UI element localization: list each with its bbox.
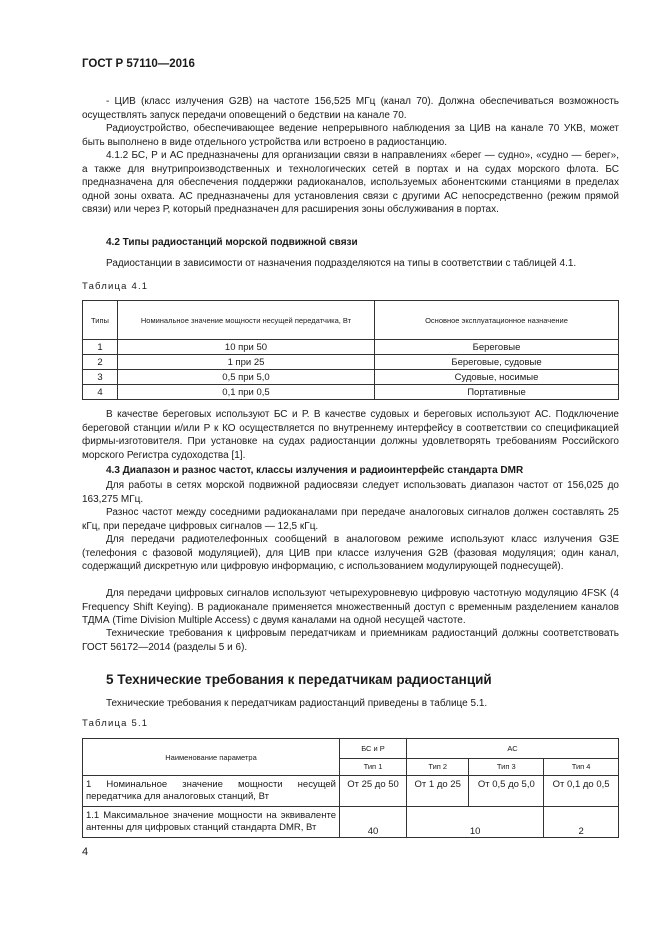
table-5-1-caption: Таблица 5.1 (82, 718, 149, 729)
header-type-4: Тип 4 (544, 758, 619, 775)
cell-type-3: От 0,5 до 5,0 (469, 776, 544, 807)
header-type-1: Тип 1 (340, 758, 407, 775)
paragraph-tsiv: - ЦИВ (класс излучения G2B) на частоте 156,525 МГц (канал 70). Должна обеспечиваться возможность осуществлять запуск передачи оповещений о бедствии на канале 70. (82, 96, 619, 121)
paragraph-table-5-1-intro: Технические требования к передатчикам радиостанций приведены в таблице 5.1. (106, 698, 488, 709)
table-row (83, 355, 619, 370)
cell-type: 4 (83, 385, 118, 400)
paragraph-4fsk: Для передачи цифровых сигналов используют четырехуровневую цифровую частотную модуляцию 4FSK (4 Frequency Shift Keying). В радиоканале применяется множественный доступ с временным разделением каналов ТДМА (Time Division Multiple Access) с двумя каналами на одной несущей частоте. (82, 588, 619, 626)
table-header-row (83, 301, 619, 340)
paragraph-4-1-2: 4.1.2 БС, Р и АС предназначены для организации связи в направлениях «берег — судно», «судно — берег», а также для внутрипроизводственных и технологических сетей в портах и на судах морского флота. БС предназначена для обеспечения поддержки радиоканалов, используемых абонентскими станциями в пределах одной зоны охвата. АС предназначены для установления связи с другими АС непосредственно (режим прямой связи) или через Р, который предназначен для расширения зоны обслуживания в портах. (82, 150, 619, 215)
paragraph-channel-spacing: Разнос частот между соседними радиоканалами при передаче аналоговых сигналов должен составлять 25 кГц, при передаче цифровых сигналов — 12,5 кГц. (82, 507, 619, 532)
header-bs-group: БС и Р (340, 739, 407, 759)
heading-4-3: 4.3 Диапазон и разнос частот, классы излучения и радиоинтерфейс стандарта DMR (106, 465, 524, 476)
page-number: 4 (82, 846, 89, 858)
cell-type-1: От 25 до 50 (340, 776, 407, 807)
cell-parameter: 1.1 Максимальное значение мощности на эквиваленте антенны для цифровых станций стандарта DMR, Вт (83, 807, 340, 838)
header-purpose: Основное эксплуатационное назначение (375, 301, 619, 340)
cell-power: 0,5 при 5,0 (118, 370, 375, 385)
cell-type-4: 2 (544, 807, 619, 838)
cell-purpose: Портативные (375, 385, 619, 400)
cell-power: 10 при 50 (118, 340, 375, 355)
paragraph-radio-device: Радиоустройство, обеспечивающее ведение непрерывного наблюдения за ЦИВ на канале 70 УКВ, может быть выполнено в виде отдельного устройства или встроено в радиостанцию. (82, 123, 619, 148)
cell-type-4: От 0,1 до 0,5 (544, 776, 619, 807)
cell-type-2: От 1 до 25 (407, 776, 469, 807)
header-type-3: Тип 3 (469, 758, 544, 775)
cell-purpose: Береговые, судовые (375, 355, 619, 370)
cell-power: 0,1 при 0,5 (118, 385, 375, 400)
header-parameter: Наименование параметра (83, 739, 340, 776)
table-row (83, 807, 619, 838)
header-types: Типы (83, 301, 118, 340)
table-4-1 (82, 300, 619, 400)
cell-purpose: Судовые, носимые (375, 370, 619, 385)
cell-parameter: 1 Номинальное значение мощности несущей передатчика для аналоговых станций, Вт (83, 776, 340, 807)
cell-power: 1 при 25 (118, 355, 375, 370)
table-5-1 (82, 738, 619, 838)
header-type-2: Тип 2 (407, 758, 469, 775)
table-row (83, 340, 619, 355)
table-row (83, 370, 619, 385)
paragraph-digital-requirements: Технические требования к цифровым передатчикам и приемникам радиостанций должны соответствовать ГОСТ 56172—2014 (разделы 5 и 6). (82, 628, 619, 653)
cell-type: 3 (83, 370, 118, 385)
heading-section-5: 5 Технические требования к передатчикам радиостанций (106, 672, 492, 687)
table-4-1-caption: Таблица 4.1 (82, 281, 149, 292)
table-row (83, 385, 619, 400)
table-row (83, 776, 619, 807)
paragraph-types-intro: Радиостанции в зависимости от назначения подразделяются на типы в соответствии с таблицей 4.1. (106, 258, 577, 269)
cell-type-2-3: 10 (407, 807, 544, 838)
cell-type-1: 40 (340, 807, 407, 838)
paragraph-frequency-range: Для работы в сетях морской подвижной радиосвязи следует использовать диапазон частот от 156,025 до 163,275 МГц. (82, 480, 619, 505)
heading-4-2: 4.2 Типы радиостанций морской подвижной связи (106, 237, 358, 248)
cell-type: 1 (83, 340, 118, 355)
paragraph-coastal: В качестве береговых используют БС и Р. В качестве судовых и береговых используют АС. Подключение береговой станции и/или Р к КО осуществляется по внутреннему интерфейсу в соответствии со спецификацией фирмы-изготовителя. При установке на судах радиостанции должны удовлетворять требованиям Российского морского Регистра судоходства [1]. (82, 409, 619, 461)
table-header-row (83, 739, 619, 759)
paragraph-emission-class: Для передачи радиотелефонных сообщений в аналоговом режиме используют класс излучения G3E (телефония с фазовой модуляцией), для ЦИВ при классе излучения G2B (фазовая модуляция; один канал, содержащий дискретную или цифровую информацию, с использованием модулирующей поднесущей). (82, 534, 619, 572)
header-power: Номинальное значение мощности несущей передатчика, Вт (118, 301, 375, 340)
page-header: ГОСТ Р 57110—2016 (82, 58, 195, 70)
header-as-group: АС (407, 739, 619, 759)
cell-purpose: Береговые (375, 340, 619, 355)
cell-type: 2 (83, 355, 118, 370)
